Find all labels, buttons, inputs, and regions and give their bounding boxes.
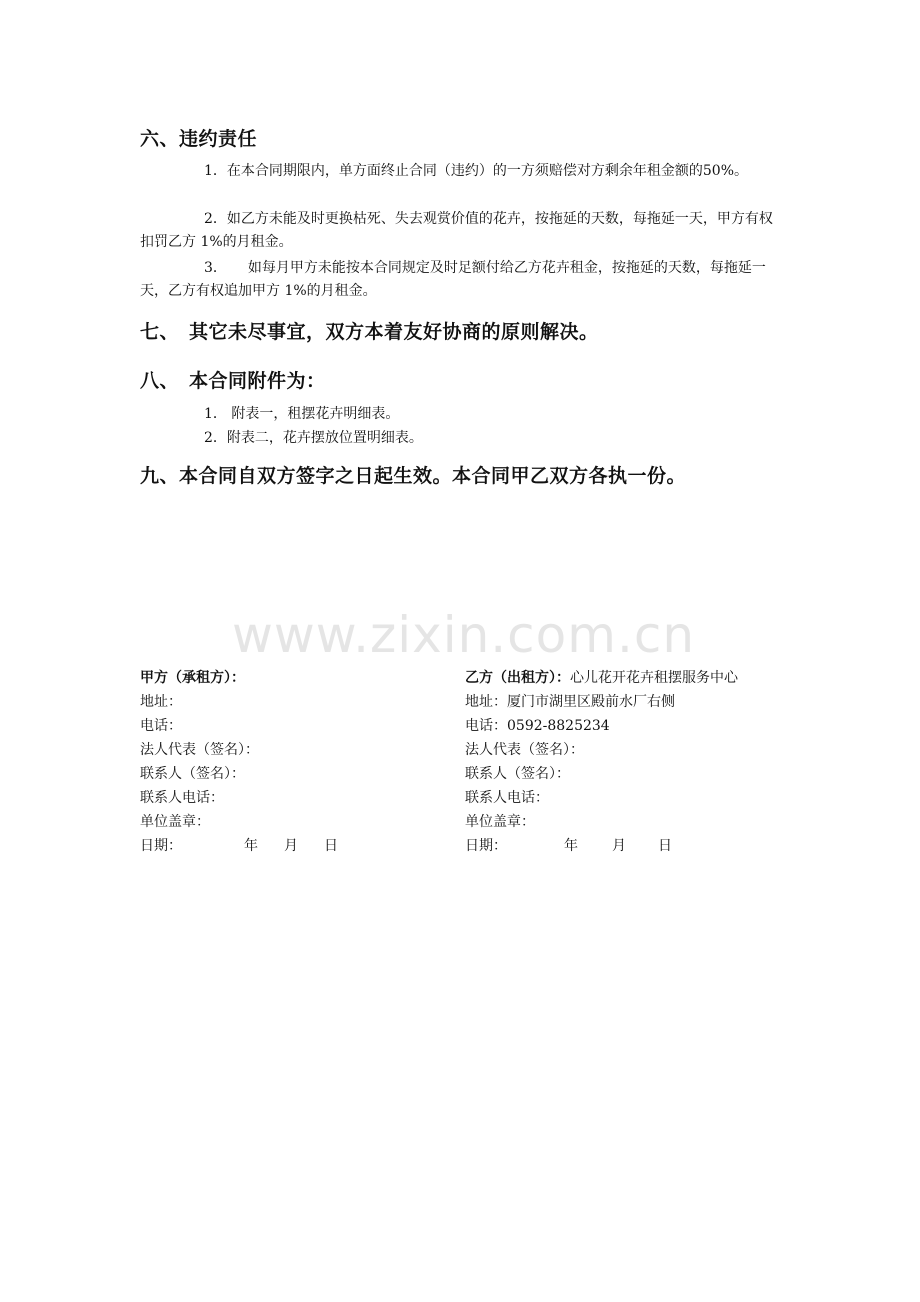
party-b-name: 心儿花开花卉租摆服务中心 [570, 670, 738, 686]
section-6-heading: 六、违约责任 [140, 128, 258, 150]
party-a-phone: 电话： [140, 718, 182, 734]
watermark: www.zixin.com.cn [232, 606, 696, 664]
section-6-item-2: 2．如乙方未能及时更换枯死、失去观赏价值的花卉，按拖延的天数，每拖延一天，甲方有权扣罚乙方 1%的月租金。 [140, 211, 773, 250]
party-b-date [465, 834, 738, 858]
party-b-block [465, 666, 738, 858]
section-6-item-3: 3． 如每月甲方未能按本合同规定及时足额付给乙方花卉租金，按拖延的天数，每拖延一天，乙方有权追加甲方 1%的月租金。 [140, 260, 766, 299]
party-a-legal-rep: 法人代表（签名）： [140, 742, 259, 758]
party-a-date-label: 日期： [140, 838, 182, 854]
party-b-title-line [465, 666, 738, 690]
party-a-address: 地址： [140, 694, 182, 710]
party-b-date-month: 月 [612, 838, 626, 854]
section-9-heading: 九、本合同自双方签字之日起生效。本合同甲乙双方各执一份。 [140, 465, 687, 487]
party-b-title: 乙方（出租方）： [465, 670, 570, 686]
party-b-seal: 单位盖章： [465, 814, 535, 830]
party-b-phone: 电话：0592-8825234 [465, 718, 610, 734]
party-a-contact-phone: 联系人电话： [140, 790, 224, 806]
party-b-date-year: 年 [564, 838, 578, 854]
party-a-block [140, 666, 338, 858]
party-a-date-month: 月 [284, 838, 298, 854]
party-b-date-label: 日期： [465, 838, 507, 854]
party-a-date [140, 834, 338, 858]
party-a-contact: 联系人（签名）： [140, 766, 245, 782]
section-8-item-1: 1． 附表一，租摆花卉明细表。 [204, 406, 400, 422]
section-6-item-1: 1．在本合同期限内，单方面终止合同（违约）的一方须赔偿对方剩余年租金额的50%。 [204, 163, 749, 179]
party-a-date-year: 年 [244, 838, 258, 854]
party-a-title: 甲方（承租方）： [140, 670, 245, 686]
party-b-contact: 联系人（签名）： [465, 766, 570, 782]
party-a-seal: 单位盖章： [140, 814, 210, 830]
section-7-heading: 七、 其它未尽事宜，双方本着友好协商的原则解决。 [140, 321, 599, 343]
party-b-contact-phone: 联系人电话： [465, 790, 549, 806]
party-b-legal-rep: 法人代表（签名）： [465, 742, 584, 758]
party-a-date-day: 日 [324, 838, 338, 854]
party-b-date-day: 日 [658, 838, 672, 854]
section-8-heading: 八、 本合同附件为： [140, 370, 326, 392]
party-b-address: 地址：厦门市湖里区殿前水厂右侧 [465, 694, 675, 710]
section-8-item-2: 2．附表二，花卉摆放位置明细表。 [204, 430, 423, 446]
